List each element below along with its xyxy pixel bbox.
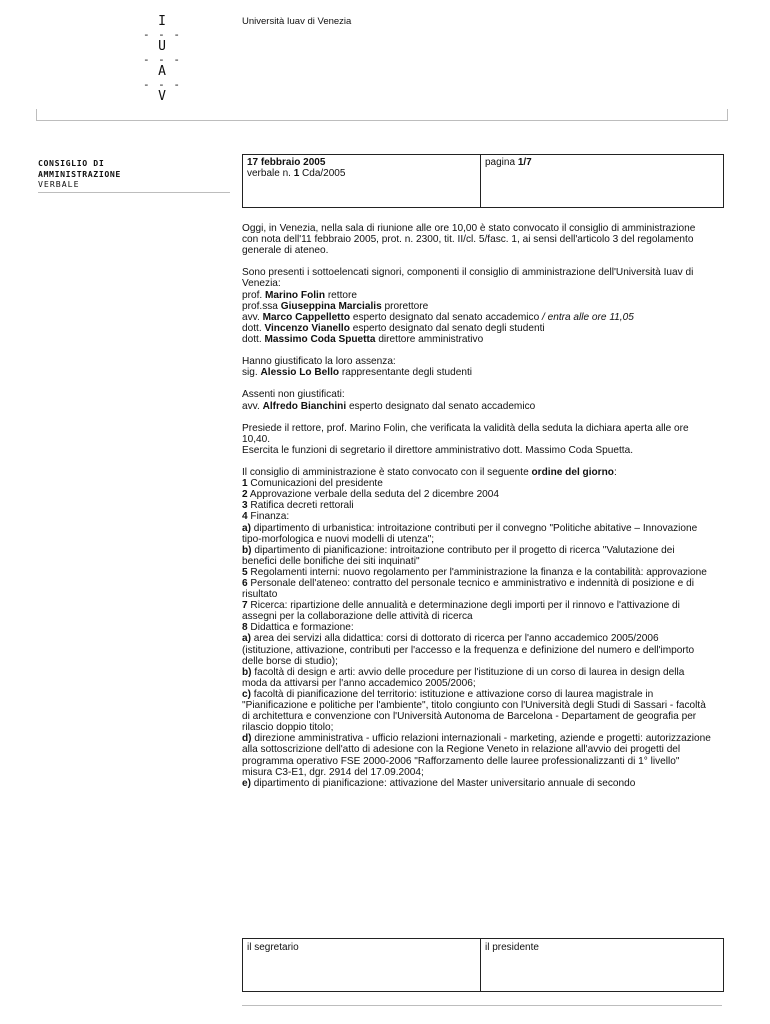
agenda-item-text: Ricerca: ripartizione delle annualità e determinazione degli importi per il rinnovo e l'attivazione di assegni per la collaborazione delle attività di ricerca xyxy=(242,600,680,623)
present-section xyxy=(242,267,712,345)
agenda-item xyxy=(242,667,684,689)
agenda-intro: Il consiglio di amministrazione è stato convocato con il seguente xyxy=(242,467,532,479)
agenda-item xyxy=(242,733,711,777)
agenda-item-text: dipartimento di pianificazione: introitazione contributo per il progetto di ricerca "Valutazione dei benefici delle bonifiche dei siti inquinati" xyxy=(242,544,675,567)
agenda-item-text: dipartimento di pianificazione: attivazione del Master universitario annuale di secondo xyxy=(250,777,636,789)
agenda-item-text: Approvazione verbale della seduta del 2 dicembre 2004 xyxy=(247,489,500,501)
meta-date-cell xyxy=(243,155,481,207)
agenda-item-number: 3 xyxy=(242,500,248,512)
secretary-signature-cell: il segretario xyxy=(243,939,481,991)
university-name: Università Iuav di Venezia xyxy=(242,16,352,27)
agenda-section xyxy=(242,467,712,789)
member-title: dott. xyxy=(242,333,265,345)
present-member xyxy=(242,312,634,323)
agenda-item-text: dipartimento di urbanistica: introitazione contributi per il convegno "Politiche abitative – Innovazione tipo-morfologica e nuovi modelli di utenza"; xyxy=(242,522,698,545)
agenda-intro-end: : xyxy=(613,467,617,479)
agenda-item xyxy=(242,545,675,567)
sidebar-line-1: CONSIGLIO DI xyxy=(38,158,105,168)
logo-letter-u: U xyxy=(158,39,166,54)
agenda-item-number: 8 xyxy=(242,622,248,634)
sidebar-line-verbale: VERBALE xyxy=(38,179,230,193)
logo-letter-v: V xyxy=(158,89,166,104)
agenda-item-number: 6 xyxy=(242,578,248,589)
agenda-item-number: 5 xyxy=(242,566,248,578)
agenda-item xyxy=(242,478,383,489)
member-name: Giuseppina Marcialis xyxy=(280,300,382,312)
agenda-item-text: Finanza: xyxy=(247,511,290,523)
signature-box xyxy=(242,938,724,992)
agenda-item-number: e) xyxy=(242,777,251,789)
document-body xyxy=(242,223,712,789)
member-role: rappresentante degli studenti xyxy=(339,367,473,379)
agenda-item-number: 2 xyxy=(242,489,248,501)
agenda-item xyxy=(242,500,354,511)
president-signature-cell: il presidente xyxy=(485,942,539,953)
agenda-item-text: Comunicazioni del presidente xyxy=(247,478,383,490)
agenda-item-number: 7 xyxy=(242,600,248,612)
agenda-item xyxy=(242,600,680,622)
justified-heading: Hanno giustificato la loro assenza: xyxy=(242,356,396,368)
agenda-item xyxy=(242,567,707,578)
member-title: prof. xyxy=(242,289,266,301)
member-title: sig. xyxy=(242,367,261,379)
meta-page-cell xyxy=(481,155,723,207)
presides-line-2: Esercita le funzioni di segretario il direttore amministrativo dott. Massimo Coda Spuetta. xyxy=(242,444,634,456)
agenda-item xyxy=(242,689,706,733)
logo-separator: - - - xyxy=(142,77,182,91)
meta-box xyxy=(242,154,724,208)
presides-section xyxy=(242,423,712,456)
member-note: / entra alle ore 11,05 xyxy=(541,311,634,323)
agenda-item xyxy=(242,489,499,500)
agenda-item-number: b) xyxy=(242,544,252,556)
member-name: Alessio Lo Bello xyxy=(260,367,340,379)
agenda-item-text: area dei servizi alla didattica: corsi di dottorato di ricerca per l'anno accademico 2005/2006 (istituzione, attivazione, contributi per l'accesso e la frequenza e definizione del numero e dell'importo delle borse di studio); xyxy=(242,633,695,667)
agenda-item-number: c) xyxy=(242,688,251,700)
logo-letter-i: I xyxy=(158,14,166,29)
logo-separator: - - - xyxy=(142,52,182,66)
present-heading: Sono presenti i sottoelencati signori, componenti il consiglio di amministrazione dell'Università Iuav di Venezia: xyxy=(242,267,694,290)
agenda-item-text: Regolamenti interni: nuovo regolamento per l'amministrazione la finanza e la contabilità: approvazione xyxy=(247,566,707,578)
member-name: Vincenzo Vianello xyxy=(264,322,350,334)
unjustified-heading: Assenti non giustificati: xyxy=(242,389,345,401)
agenda-item-number: 4 xyxy=(242,511,248,523)
present-member xyxy=(242,323,545,334)
agenda-intro-bold: ordine del giorno xyxy=(531,467,614,479)
agenda-item-text: Personale dell'ateneo: contratto del personale tecnico e amministrativo e indennità di posizione e di risultato xyxy=(242,578,694,601)
member-role: direttore amministrativo xyxy=(375,333,484,345)
sidebar-line-2: AMMINISTRAZIONE xyxy=(38,168,121,179)
member-name: Alfredo Bianchini xyxy=(262,400,347,412)
verbale-suffix: Cda/2005 xyxy=(299,168,346,179)
logo-separator: - - - xyxy=(142,27,182,41)
member-role: prorettore xyxy=(381,300,429,312)
agenda-item xyxy=(242,622,354,633)
agenda-item-number: b) xyxy=(242,666,252,678)
footer-divider xyxy=(242,1005,722,1006)
agenda-item xyxy=(242,523,697,545)
agenda-item-text: facoltà di design e arti: avvio delle procedure per l'istituzione di un corso di laurea in design della moda da attivarsi per l'anno accademico 2005/2006; xyxy=(242,666,685,689)
member-role: esperto designato dal senato accademico xyxy=(350,311,542,323)
agenda-item-number: d) xyxy=(242,733,252,745)
present-member xyxy=(242,334,483,345)
page-number: 1/7 xyxy=(517,157,532,168)
verbale-number: 1 xyxy=(293,168,300,179)
member-name: Massimo Coda Spuetta xyxy=(264,333,376,345)
agenda-item xyxy=(242,633,694,666)
intro-paragraph: Oggi, in Venezia, nella sala di riunione alle ore 10,00 è stato convocato il consiglio di amministrazione con nota dell'11 febbraio 2005, prot. n. 2300, tit. II/cl. 5/fasc. 1, ai sensi dell'articolo 3 del regolamento generale di ateneo. xyxy=(242,223,696,257)
presides-line-1: Presiede il rettore, prof. Marino Folin, che verificata la validità della seduta la dichiara aperta alle ore 10,40. xyxy=(242,422,689,445)
agenda-item-text: Ratifica decreti rettorali xyxy=(247,500,354,512)
present-member xyxy=(242,301,428,312)
agenda-item-number: 1 xyxy=(242,478,248,490)
verbale-prefix: verbale n. xyxy=(247,168,294,179)
agenda-item xyxy=(242,511,289,522)
iuav-logo xyxy=(140,16,184,104)
member-role: rettore xyxy=(325,289,357,301)
agenda-item-text: Didattica e formazione: xyxy=(247,622,354,634)
justified-section xyxy=(242,356,712,378)
present-member xyxy=(242,290,357,301)
member-title: avv. xyxy=(242,400,263,412)
page-prefix: pagina xyxy=(485,157,518,168)
meeting-date: 17 febbraio 2005 xyxy=(247,157,326,168)
agenda-item-text: direzione amministrativa - ufficio relazioni internazionali - marketing, aziende e progetti: autorizzazione alla sottoscrizione dell'atto di adesione con la Regione Veneto in relazione all'avvio dei progetti del programma operativo FSE 2000-2006 "Rafforzamento delle lauree professionalizzanti di 1° livello" misura C3-E1, dgr. 2914 del 17.09.2004; xyxy=(242,733,711,778)
header-divider xyxy=(36,120,728,121)
member-role: esperto designato dal senato degli studenti xyxy=(349,322,545,334)
agenda-item xyxy=(242,578,694,600)
member-name: Marco Cappelletto xyxy=(262,311,351,323)
logo-letter-a: A xyxy=(158,64,166,79)
agenda-item-number: a) xyxy=(242,633,251,645)
member-title: avv. xyxy=(242,311,263,323)
member-name: Marino Folin xyxy=(265,289,326,301)
agenda-item-text: facoltà di pianificazione del territorio: istituzione e attivazione corso di laurea magistrale in "Pianificazione e politiche per l'ambiente", titolo congiunto con l'Università degli Studi di Sassari - facoltà di architettura e convenzione con l'Università Autonoma de Barcelona - Departament de geografia per rilascio doppio titolo; xyxy=(242,688,706,734)
agenda-item-number: a) xyxy=(242,522,251,534)
sidebar-title xyxy=(38,158,230,193)
unjustified-section xyxy=(242,389,712,411)
member-title: dott. xyxy=(242,322,265,334)
member-title: prof.ssa xyxy=(242,300,281,312)
agenda-item xyxy=(242,778,635,789)
member-role: esperto designato dal senato accademico xyxy=(346,400,536,412)
